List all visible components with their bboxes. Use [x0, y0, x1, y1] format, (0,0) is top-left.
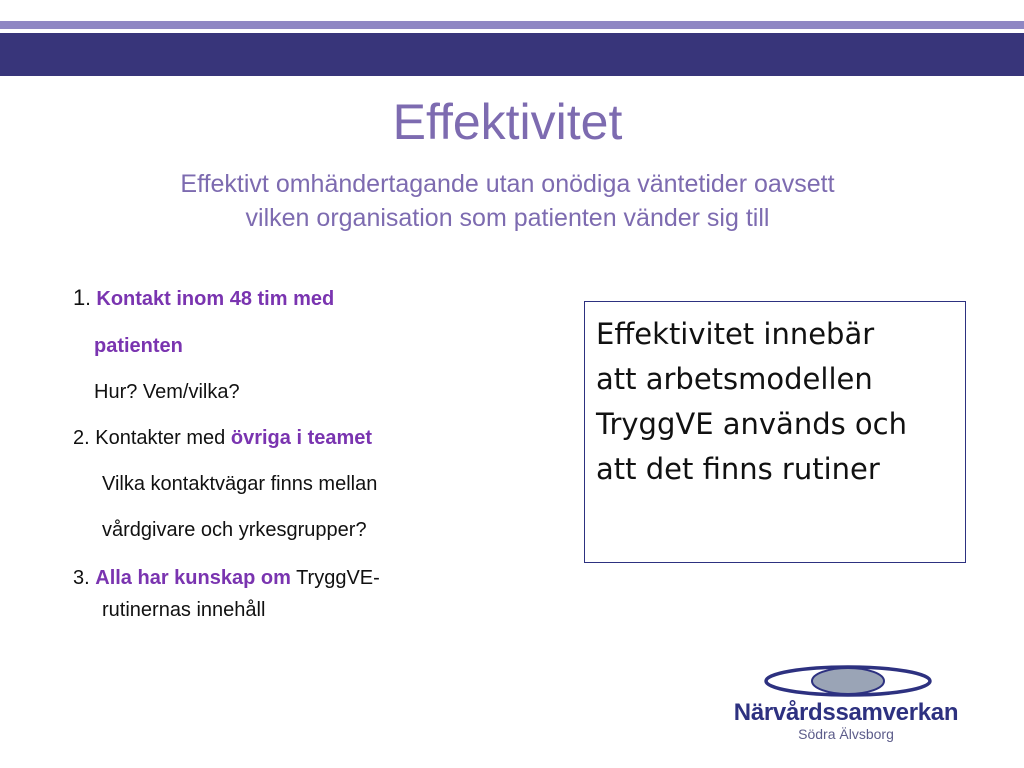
slide-subtitle: [0, 167, 1015, 235]
callout-line-1: Effektivitet innebär: [596, 317, 875, 351]
list-item-3-line-2: rutinernas innehåll: [102, 599, 266, 621]
callout-box: [584, 301, 966, 563]
logo-name: Närvårdssamverkan: [733, 699, 959, 726]
list-item-1-line-1: 1. Kontakt inom 48 tim med: [73, 285, 335, 310]
narvardssamverkan-logo: [708, 663, 984, 748]
callout-line-4: att det finns rutiner: [596, 452, 880, 486]
list-item-1-number: 1: [73, 285, 86, 310]
list-item-1-detail: Hur? Vem/vilka?: [94, 381, 240, 403]
callout-line-3: TryggVE används och: [596, 407, 907, 441]
list-item-1-heading: Kontakt inom 48 tim med: [96, 288, 335, 310]
list-item-2-line-1: 2. Kontakter med övriga i teamet: [73, 427, 373, 449]
logo-ellipses-icon: [763, 663, 933, 699]
list-item-2-detail-1: Vilka kontaktvägar finns mellan: [102, 473, 378, 495]
callout-line-2: att arbetsmodellen: [596, 362, 873, 396]
subtitle-line-2: vilken organisation som patienten vänder sig till: [245, 204, 770, 232]
list-item-3-heading: Alla har kunskap om: [95, 567, 291, 589]
subtitle-line-1: Effektivt omhändertagande utan onödiga väntetider oavsett: [180, 170, 835, 198]
list-item-3-line-1: 3. Alla har kunskap om TryggVE-: [73, 567, 380, 589]
list-item-1-heading-cont: patienten: [94, 335, 183, 357]
logo-subtitle: Södra Älvsborg: [798, 726, 894, 742]
slide-title: Effektivitet: [392, 94, 623, 150]
list-item-2-detail-2: vårdgivare och yrkesgrupper?: [102, 519, 367, 541]
header-band-light: [0, 21, 1024, 29]
header-band-dark: [0, 33, 1024, 76]
list-item-2-heading: övriga i teamet: [230, 427, 373, 449]
